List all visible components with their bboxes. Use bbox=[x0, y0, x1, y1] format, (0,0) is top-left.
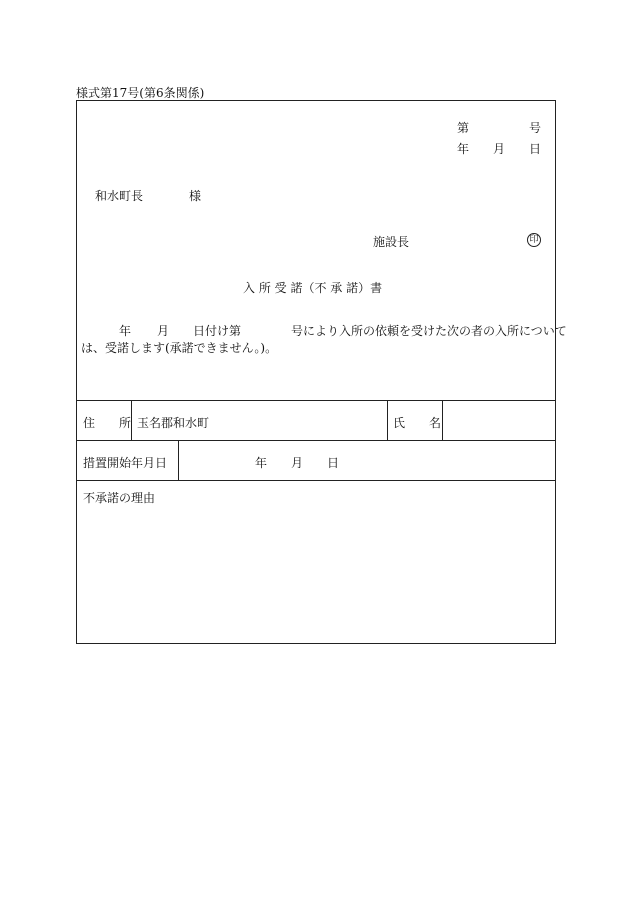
name-label: 氏 名 bbox=[393, 416, 442, 430]
start-date-month: 月 bbox=[291, 456, 304, 470]
document-title: 入 所 受 諾（不 承 諾）書 bbox=[243, 281, 383, 295]
sender-title: 施設長 bbox=[373, 235, 410, 249]
form-frame bbox=[76, 100, 567, 644]
doc-date-month: 月 bbox=[493, 142, 506, 156]
address-label: 住 所 bbox=[83, 416, 132, 430]
start-date-year: 年 bbox=[255, 456, 268, 470]
doc-number-prefix: 第 bbox=[457, 121, 470, 135]
start-date-divider bbox=[178, 440, 179, 480]
start-date-day: 日 bbox=[327, 456, 340, 470]
body-dated: 日付け第 bbox=[193, 324, 242, 338]
table-row-rule-1 bbox=[77, 440, 555, 441]
table-top-rule bbox=[77, 400, 555, 401]
body-month: 月 bbox=[157, 324, 170, 338]
doc-date-day: 日 bbox=[529, 142, 542, 156]
form-number-label: 様式第17号(第6条関係) bbox=[76, 86, 205, 100]
body-year: 年 bbox=[119, 324, 132, 338]
doc-date-year: 年 bbox=[457, 142, 470, 156]
reason-label: 不承諾の理由 bbox=[83, 491, 156, 505]
start-date-label: 措置開始年月日 bbox=[83, 456, 168, 470]
table-row-rule-2 bbox=[77, 480, 555, 481]
doc-number-suffix: 号 bbox=[529, 121, 542, 135]
name-label-divider-left bbox=[387, 400, 388, 440]
body-line2: は、受諾します(承諾できません。)。 bbox=[81, 341, 278, 355]
address-divider bbox=[131, 400, 132, 440]
body-line1-rest: 号により入所の依頼を受けた次の者の入所について bbox=[291, 324, 567, 338]
addressee-title: 和水町長 bbox=[95, 189, 144, 203]
name-label-divider-right bbox=[442, 400, 443, 440]
address-value: 玉名郡和水町 bbox=[137, 416, 210, 430]
seal-mark: 印 bbox=[527, 233, 541, 247]
body-paragraph bbox=[81, 323, 567, 357]
addressee-honorific: 様 bbox=[189, 189, 202, 203]
